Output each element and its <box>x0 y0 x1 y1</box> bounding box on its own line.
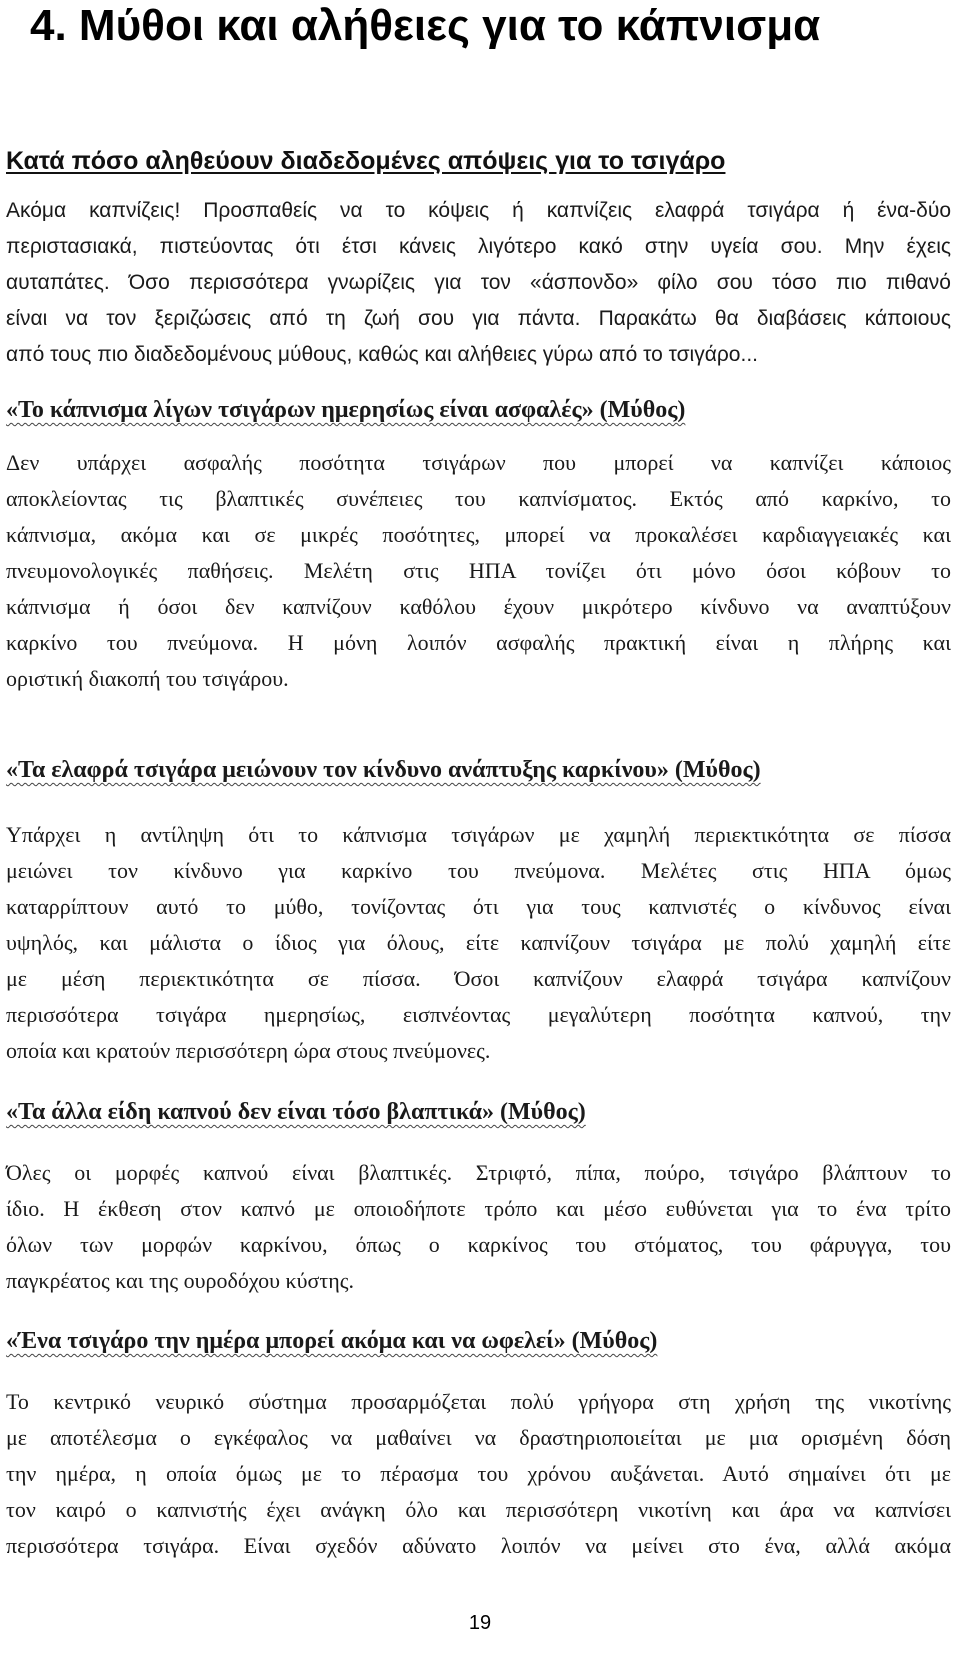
text-line: οριστική διακοπή του τσιγάρου. <box>6 666 289 691</box>
text-line: μειώνει τον κίνδυνο για καρκίνο του πνεύμονα. Μελέτες στις ΗΠΑ όμως <box>6 858 951 883</box>
text-line: παγκρέατος και της ουροδόχου κύστης. <box>6 1268 354 1293</box>
text-line: την ημέρα, η οποία όμως με το πέρασμα του χρόνου αυξάνεται. Αυτό σημαίνει ότι με <box>6 1461 951 1486</box>
page-title: 4. Μύθοι και αλήθειες για το κάπνισμα <box>30 1 821 50</box>
myth-heading-4: «Ένα τσιγάρο την ημέρα μπορεί ακόμα και να ωφελεί» (Μύθος) <box>6 1328 658 1354</box>
text-line: υψηλός, και μάλιστα ο ίδιος για όλους, είτε καπνίζουν τσιγάρα με πολύ χαμηλή είτε <box>6 930 951 955</box>
myth-paragraph-3 <box>6 1155 951 1299</box>
text-line: Ακόμα καπνίζεις! Προσπαθείς να το κόψεις ή καπνίζεις ελαφρά τσιγάρα ή ένα-δύο <box>6 199 951 222</box>
myth-heading-3: «Τα άλλα είδη καπνού δεν είναι τόσο βλαπτικά» (Μύθος) <box>6 1099 586 1125</box>
text-line: Δεν υπάρχει ασφαλής ποσότητα τσιγάρων που μπορεί να καπνίζει κάποιος <box>6 450 951 475</box>
text-line: κάπνισμα, ακόμα και σε μικρές ποσότητες, μπορεί να προκαλέσει καρδιαγγειακές και <box>6 522 951 547</box>
myth-heading-1: «Το κάπνισμα λίγων τσιγάρων ημερησίως είναι ασφαλές» (Μύθος) <box>6 397 686 423</box>
text-line: από τους πιο διαδεδομένους μύθους, καθώς και αλήθειες γύρω από το τσιγάρο... <box>6 343 758 366</box>
text-line: είναι να τον ξεριζώσεις από τη ζωή σου για πάντα. Παρακάτω θα διαβάσεις κάποιους <box>6 307 951 330</box>
text-line: Το κεντρικό νευρικό σύστημα προσαρμόζεται πολύ γρήγορα στη χρήση της νικοτίνης <box>6 1389 951 1414</box>
text-line: κάπνισμα ή όσοι δεν καπνίζουν καθόλου έχουν μικρότερο κίνδυνο να αναπτύξουν <box>6 594 951 619</box>
text-line: ίδιο. Η έκθεση στον καπνό με οποιοδήποτε τρόπο και μέσο ευθύνεται για το ένα τρίτο <box>6 1196 951 1221</box>
section-subtitle: Κατά πόσο αληθεύουν διαδεδομένες απόψεις για το τσιγάρο <box>6 147 726 175</box>
text-line: με μέση περιεκτικότητα σε πίσσα. Όσοι καπνίζουν ελαφρά τσιγάρα καπνίζουν <box>6 966 951 991</box>
text-line: με αποτέλεσμα ο εγκέφαλος να μαθαίνει να δραστηριοποιείται με μια ορισμένη δόση <box>6 1425 951 1450</box>
text-line: αποκλείοντας τις βλαπτικές συνέπειες του καπνίσματος. Εκτός από καρκίνο, το <box>6 486 951 511</box>
text-line: όλων των μορφών καρκίνου, όπως ο καρκίνος του στόματος, του φάρυγγα, του <box>6 1232 951 1257</box>
text-line: περισσότερα τσιγάρα ημερησίως, εισπνέοντας μεγαλύτερη ποσότητα καπνού, την <box>6 1002 951 1027</box>
text-line: πνευμονολογικές παθήσεις. Μελέτη στις ΗΠΑ τονίζει ότι μόνο όσοι κόβουν το <box>6 558 951 583</box>
intro-paragraph <box>6 193 951 373</box>
text-line: οποία και κρατούν περισσότερη ώρα στους πνεύμονες. <box>6 1038 491 1063</box>
myth-paragraph-2 <box>6 817 951 1069</box>
text-line: αυταπάτες. Όσο περισσότερα γνωρίζεις για τον «άσπονδο» φίλο σου τόσο πιο πιθανό <box>6 271 951 294</box>
myth-heading-2: «Τα ελαφρά τσιγάρα μειώνουν τον κίνδυνο ανάπτυξης καρκίνου» (Μύθος) <box>6 757 761 783</box>
text-line: τον καιρό ο καπνιστής έχει ανάγκη όλο και περισσότερη νικοτίνη και άρα να καπνίσει <box>6 1497 951 1522</box>
myth-paragraph-4 <box>6 1384 951 1564</box>
page-number: 19 <box>468 1612 492 1634</box>
text-line: περισσότερα τσιγάρα. Είναι σχεδόν αδύνατο λοιπόν να μείνει στο ένα, αλλά ακόμα <box>6 1533 951 1558</box>
text-line: Υπάρχει η αντίληψη ότι το κάπνισμα τσιγάρων με χαμηλή περιεκτικότητα σε πίσσα <box>6 822 951 847</box>
text-line: καταρρίπτουν αυτό το μύθο, τονίζοντας ότι για τους καπνιστές ο κίνδυνος είναι <box>6 894 951 919</box>
myth-paragraph-1 <box>6 445 951 697</box>
text-line: καρκίνο του πνεύμονα. Η μόνη λοιπόν ασφαλής πρακτική είναι η πλήρης και <box>6 630 951 655</box>
text-line: περιστασιακά, πιστεύοντας ότι έτσι κάνεις λιγότερο κακό στην υγεία σου. Μην έχεις <box>6 235 951 258</box>
text-line: Όλες οι μορφές καπνού είναι βλαπτικές. Στριφτό, πίπα, πούρο, τσιγάρο βλάπτουν το <box>6 1160 951 1185</box>
